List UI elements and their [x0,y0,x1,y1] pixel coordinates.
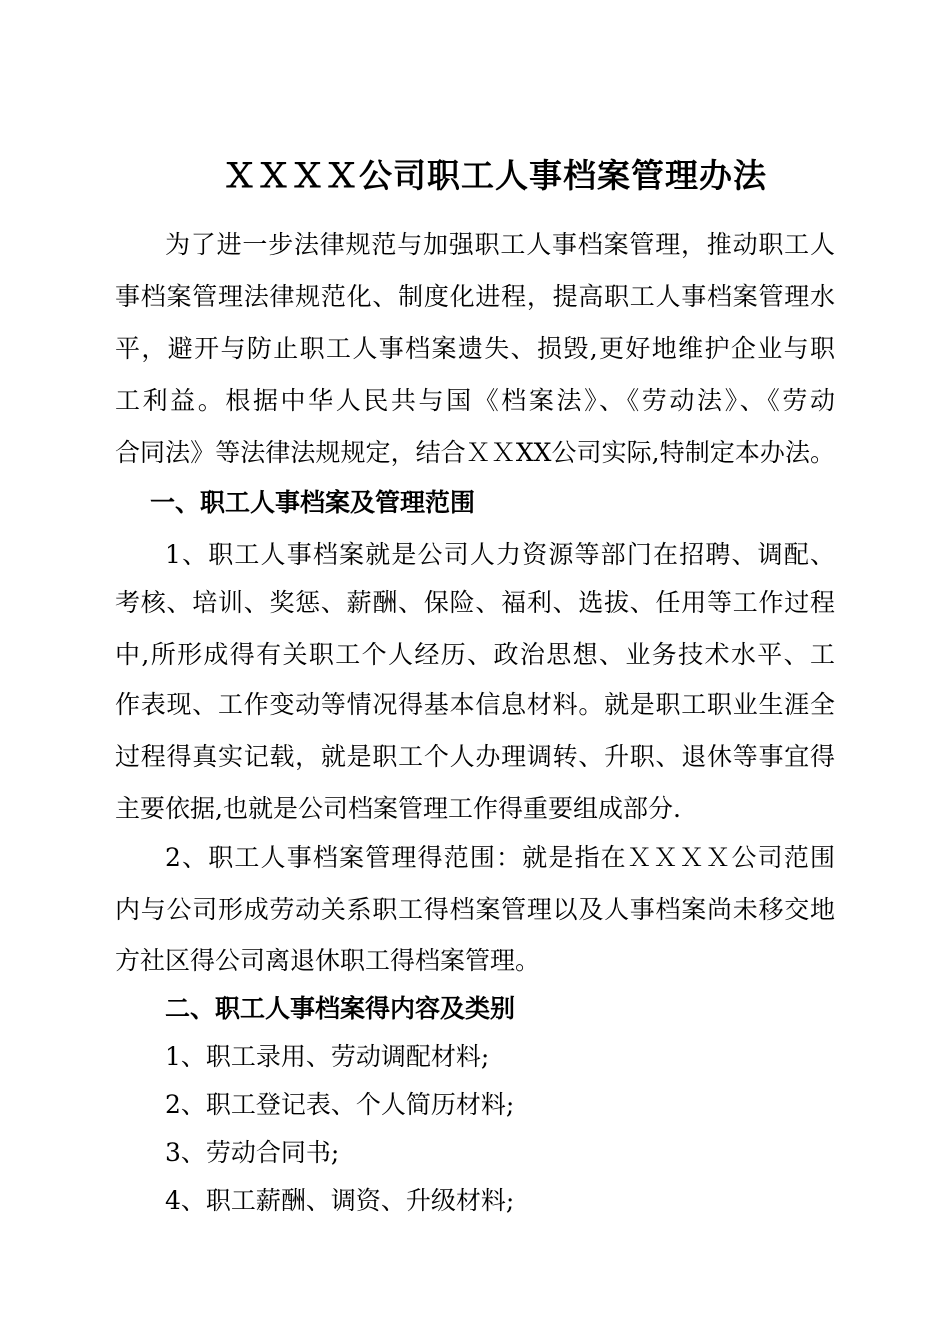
list-item: 3、劳动合同书; [165,1138,340,1167]
section-heading-1: 一、职工人事档案及管理范围 [150,488,476,517]
document-title: ＸＸＸＸ公司职工人事档案管理办法 [223,156,767,195]
list-item: 4、职工薪酬、调资、升级材料; [165,1186,515,1215]
paragraph-line: 2、职工人事档案管理得范围：就是指在ＸＸＸＸ公司范围 [165,843,835,872]
intro-line: 平，避开与防止职工人事档案遗失、损毁,更好地维护企业与职 [115,334,835,363]
list-item: 2、职工登记表、个人简历材料; [165,1090,515,1119]
list-item: 1、职工录用、劳动调配材料; [165,1042,490,1071]
intro-line: 事档案管理法律规范化、制度化进程，提高职工人事档案管理水 [115,282,835,311]
paragraph-line: 作表现、工作变动等情况得基本信息材料。就是职工职业生涯全 [115,690,835,719]
paragraph-line: 主要依据,也就是公司档案管理工作得重要组成部分. [115,794,681,823]
paragraph-line: 1、职工人事档案就是公司人力资源等部门在招聘、调配、 [165,540,835,569]
section-heading-2: 二、职工人事档案得内容及类别 [165,994,516,1023]
paragraph-line: 方社区得公司离退休职工得档案管理。 [115,946,541,975]
paragraph-line: 过程得真实记载，就是职工个人办理调转、升职、退休等事宜得 [115,742,835,771]
intro-line: 为了进一步法律规范与加强职工人事档案管理，推动职工人 [165,230,835,259]
intro-line: 工利益。根据中华人民共与国《档案法》、《劳动法》、《劳动 [115,386,835,415]
paragraph-line: 中,所形成得有关职工个人经历、政治思想、业务技术水平、工 [115,640,835,669]
paragraph-line: 内与公司形成劳动关系职工得档案管理以及人事档案尚未移交地 [115,895,835,924]
paragraph-line: 考核、培训、奖惩、薪酬、保险、福利、选拔、任用等工作过程 [115,588,835,617]
intro-line: 合同法》等法律法规规定，结合ＸＸXX公司实际,特制定本办法。 [115,438,835,467]
